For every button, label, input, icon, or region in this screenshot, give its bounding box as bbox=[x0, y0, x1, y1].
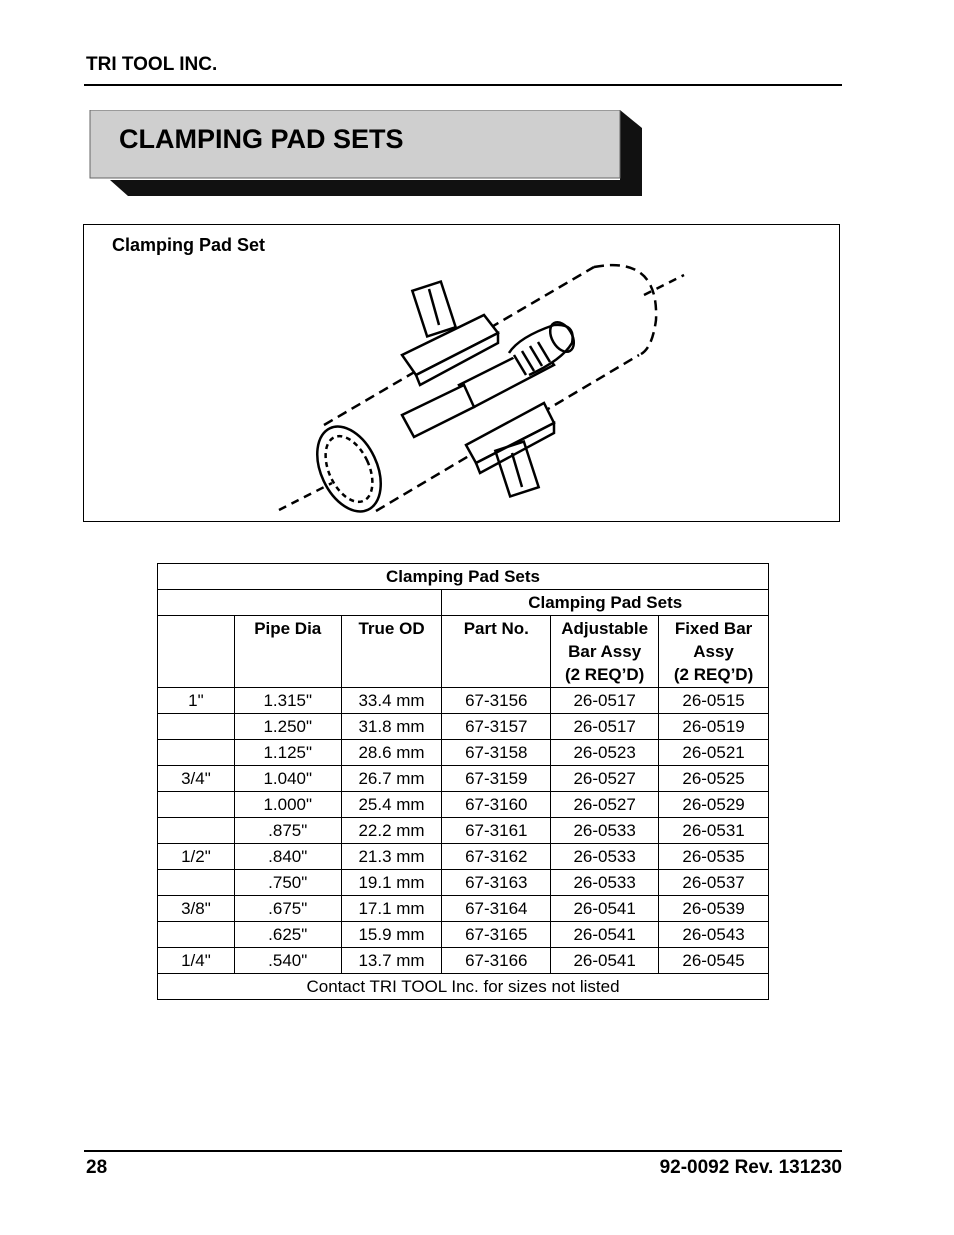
cell-true-od: 13.7 mm bbox=[341, 948, 442, 974]
cell-fixed-bar: 26-0543 bbox=[659, 922, 769, 948]
cell-pipe-dia: .675" bbox=[234, 896, 341, 922]
cell-fixed-bar: 26-0525 bbox=[659, 766, 769, 792]
cell-fixed-bar: 26-0529 bbox=[659, 792, 769, 818]
cell-pipe-dia: 1.040" bbox=[234, 766, 341, 792]
cell-fixed-bar: 26-0545 bbox=[659, 948, 769, 974]
clamping-pad-illustration bbox=[84, 225, 841, 523]
cell-pipe-dia: 1.000" bbox=[234, 792, 341, 818]
clamping-pad-table bbox=[157, 563, 769, 1000]
cell-fixed-bar: 26-0521 bbox=[659, 740, 769, 766]
cell-part-no: 67-3162 bbox=[442, 844, 551, 870]
table-footer-note: Contact TRI TOOL Inc. for sizes not listed bbox=[158, 974, 769, 1000]
cell-part-no: 67-3160 bbox=[442, 792, 551, 818]
table-row bbox=[158, 948, 769, 974]
cell-size bbox=[158, 870, 235, 896]
cell-adjustable-bar: 26-0533 bbox=[551, 818, 659, 844]
cell-part-no: 67-3158 bbox=[442, 740, 551, 766]
cell-part-no: 67-3163 bbox=[442, 870, 551, 896]
cell-adjustable-bar: 26-0533 bbox=[551, 844, 659, 870]
section-title: CLAMPING PAD SETS bbox=[119, 124, 404, 154]
header-rule bbox=[84, 84, 842, 86]
cell-part-no: 67-3157 bbox=[442, 714, 551, 740]
footer-rule bbox=[84, 1150, 842, 1152]
company-name: TRI TOOL INC. bbox=[86, 54, 218, 75]
col-adj-line3: (2 REQ’D) bbox=[564, 665, 645, 684]
document-revision: 92-0092 Rev. 131230 bbox=[659, 1157, 842, 1178]
cell-pipe-dia: .875" bbox=[234, 818, 341, 844]
cell-fixed-bar: 26-0539 bbox=[659, 896, 769, 922]
table-row bbox=[158, 844, 769, 870]
cell-part-no: 67-3165 bbox=[442, 922, 551, 948]
cell-true-od: 28.6 mm bbox=[341, 740, 442, 766]
col-part-no: Part No. bbox=[442, 616, 551, 688]
cell-size bbox=[158, 818, 235, 844]
col-adj-line1: Adjustable bbox=[561, 619, 649, 638]
col-true-od: True OD bbox=[341, 616, 442, 688]
cell-true-od: 15.9 mm bbox=[341, 922, 442, 948]
cell-adjustable-bar: 26-0541 bbox=[551, 922, 659, 948]
table-row bbox=[158, 766, 769, 792]
cell-adjustable-bar: 26-0517 bbox=[551, 688, 659, 714]
col-fix-line3: (2 REQ’D) bbox=[673, 665, 754, 684]
col-fix-line2: Assy bbox=[693, 642, 734, 661]
col-adj-line2: Bar Assy bbox=[568, 642, 642, 661]
cell-true-od: 17.1 mm bbox=[341, 896, 442, 922]
cell-fixed-bar: 26-0515 bbox=[659, 688, 769, 714]
table-row bbox=[158, 688, 769, 714]
cell-fixed-bar: 26-0537 bbox=[659, 870, 769, 896]
cell-size bbox=[158, 922, 235, 948]
cell-pipe-dia: .750" bbox=[234, 870, 341, 896]
col-pipe-dia: Pipe Dia bbox=[234, 616, 341, 688]
cell-true-od: 21.3 mm bbox=[341, 844, 442, 870]
table-header-row bbox=[158, 616, 769, 688]
figure-box bbox=[83, 224, 840, 522]
cell-true-od: 25.4 mm bbox=[341, 792, 442, 818]
cell-pipe-dia: .625" bbox=[234, 922, 341, 948]
cell-adjustable-bar: 26-0527 bbox=[551, 766, 659, 792]
table-row bbox=[158, 896, 769, 922]
cell-true-od: 22.2 mm bbox=[341, 818, 442, 844]
page-number: 28 bbox=[86, 1157, 108, 1178]
cell-size: 1" bbox=[158, 688, 235, 714]
table-row bbox=[158, 714, 769, 740]
table-row bbox=[158, 818, 769, 844]
cell-size: 1/2" bbox=[158, 844, 235, 870]
cell-part-no: 67-3164 bbox=[442, 896, 551, 922]
table-row bbox=[158, 922, 769, 948]
cell-true-od: 26.7 mm bbox=[341, 766, 442, 792]
cell-pipe-dia: .840" bbox=[234, 844, 341, 870]
cell-size bbox=[158, 714, 235, 740]
cell-true-od: 31.8 mm bbox=[341, 714, 442, 740]
cell-pipe-dia: 1.250" bbox=[234, 714, 341, 740]
cell-adjustable-bar: 26-0541 bbox=[551, 948, 659, 974]
cell-adjustable-bar: 26-0527 bbox=[551, 792, 659, 818]
cell-size bbox=[158, 740, 235, 766]
col-size bbox=[158, 616, 235, 688]
cell-part-no: 67-3159 bbox=[442, 766, 551, 792]
col-adjustable-bar bbox=[551, 616, 659, 688]
table-row bbox=[158, 740, 769, 766]
figure-title: Clamping Pad Set bbox=[112, 235, 266, 255]
cell-part-no: 67-3166 bbox=[442, 948, 551, 974]
cell-true-od: 33.4 mm bbox=[341, 688, 442, 714]
cell-adjustable-bar: 26-0533 bbox=[551, 870, 659, 896]
cell-part-no: 67-3161 bbox=[442, 818, 551, 844]
cell-fixed-bar: 26-0535 bbox=[659, 844, 769, 870]
cell-size bbox=[158, 792, 235, 818]
col-fixed-bar bbox=[659, 616, 769, 688]
cell-size: 1/4" bbox=[158, 948, 235, 974]
cell-fixed-bar: 26-0531 bbox=[659, 818, 769, 844]
table-caption: Clamping Pad Sets bbox=[158, 564, 769, 590]
table-group-header: Clamping Pad Sets bbox=[442, 590, 769, 616]
cell-adjustable-bar: 26-0517 bbox=[551, 714, 659, 740]
cell-adjustable-bar: 26-0541 bbox=[551, 896, 659, 922]
table-blank-cell bbox=[158, 590, 442, 616]
cell-size: 3/8" bbox=[158, 896, 235, 922]
cell-size: 3/4" bbox=[158, 766, 235, 792]
cell-pipe-dia: 1.315" bbox=[234, 688, 341, 714]
cell-part-no: 67-3156 bbox=[442, 688, 551, 714]
cell-true-od: 19.1 mm bbox=[341, 870, 442, 896]
cell-fixed-bar: 26-0519 bbox=[659, 714, 769, 740]
table-row bbox=[158, 870, 769, 896]
table-row bbox=[158, 792, 769, 818]
cell-pipe-dia: 1.125" bbox=[234, 740, 341, 766]
cell-adjustable-bar: 26-0523 bbox=[551, 740, 659, 766]
col-fix-line1: Fixed Bar bbox=[674, 619, 753, 638]
cell-pipe-dia: .540" bbox=[234, 948, 341, 974]
